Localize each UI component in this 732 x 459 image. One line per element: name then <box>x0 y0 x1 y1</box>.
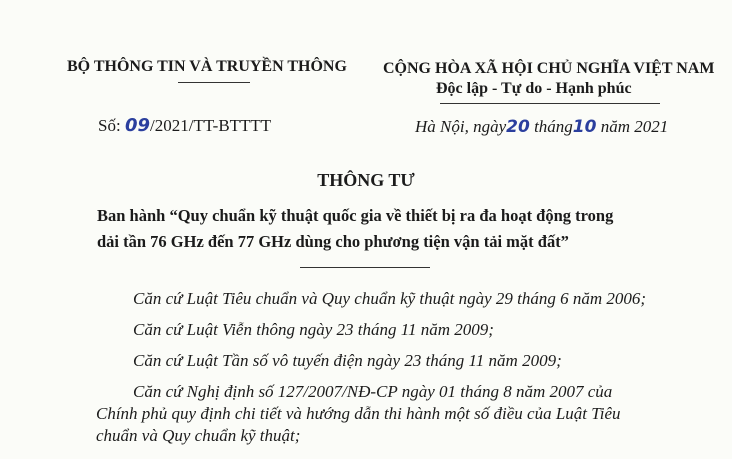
paragraph-3: Căn cứ Luật Tần số vô tuyến điện ngày 23 tháng 11 năm 2009; <box>133 351 562 370</box>
date-line <box>415 117 668 137</box>
subtitle-line-1: Ban hành “Quy chuẩn kỹ thuật quốc gia về thiết bị ra đa hoạt động trong <box>97 206 614 225</box>
paragraph-4-line-2: Chính phủ quy định chi tiết và hướng dẫn thi hành một số điều của Luật Tiêu <box>96 404 621 423</box>
republic-name: CỘNG HÒA XÃ HỘI CHỦ NGHĨA VIỆT NAM <box>383 60 715 77</box>
document-number-prefix: Số: <box>98 116 121 135</box>
ministry-underline <box>178 82 250 83</box>
national-motto: Độc lập - Tự do - Hạnh phúc <box>436 80 632 97</box>
subtitle-line-2: dải tần 76 GHz đến 77 GHz dùng cho phương tiện vận tải mặt đất” <box>97 232 569 251</box>
date-year: năm 2021 <box>600 117 669 136</box>
paragraph-4-line-1: Căn cứ Nghị định số 127/2007/NĐ-CP ngày 01 tháng 8 năm 2007 của <box>133 382 613 401</box>
motto-underline <box>440 103 660 104</box>
date-month: 10 <box>572 117 597 137</box>
document-title: THÔNG TƯ <box>317 170 415 190</box>
paragraph-2: Căn cứ Luật Viễn thông ngày 23 tháng 11 năm 2009; <box>133 320 494 339</box>
date-month-label: tháng <box>534 117 573 136</box>
ministry-name: BỘ THÔNG TIN VÀ TRUYỀN THÔNG <box>67 58 347 75</box>
document-number-value: 09 <box>124 115 150 136</box>
date-day: 20 <box>506 117 530 137</box>
date-place: Hà Nội, ngày <box>415 117 507 136</box>
document-number <box>98 115 271 136</box>
paragraph-4-line-3: chuẩn và Quy chuẩn kỹ thuật; <box>96 426 301 445</box>
paragraph-1: Căn cứ Luật Tiêu chuẩn và Quy chuẩn kỹ thuật ngày 29 tháng 6 năm 2006; <box>133 289 647 308</box>
document-number-suffix: /2021/TT-BTTTT <box>150 116 272 135</box>
subtitle-underline <box>300 267 430 268</box>
